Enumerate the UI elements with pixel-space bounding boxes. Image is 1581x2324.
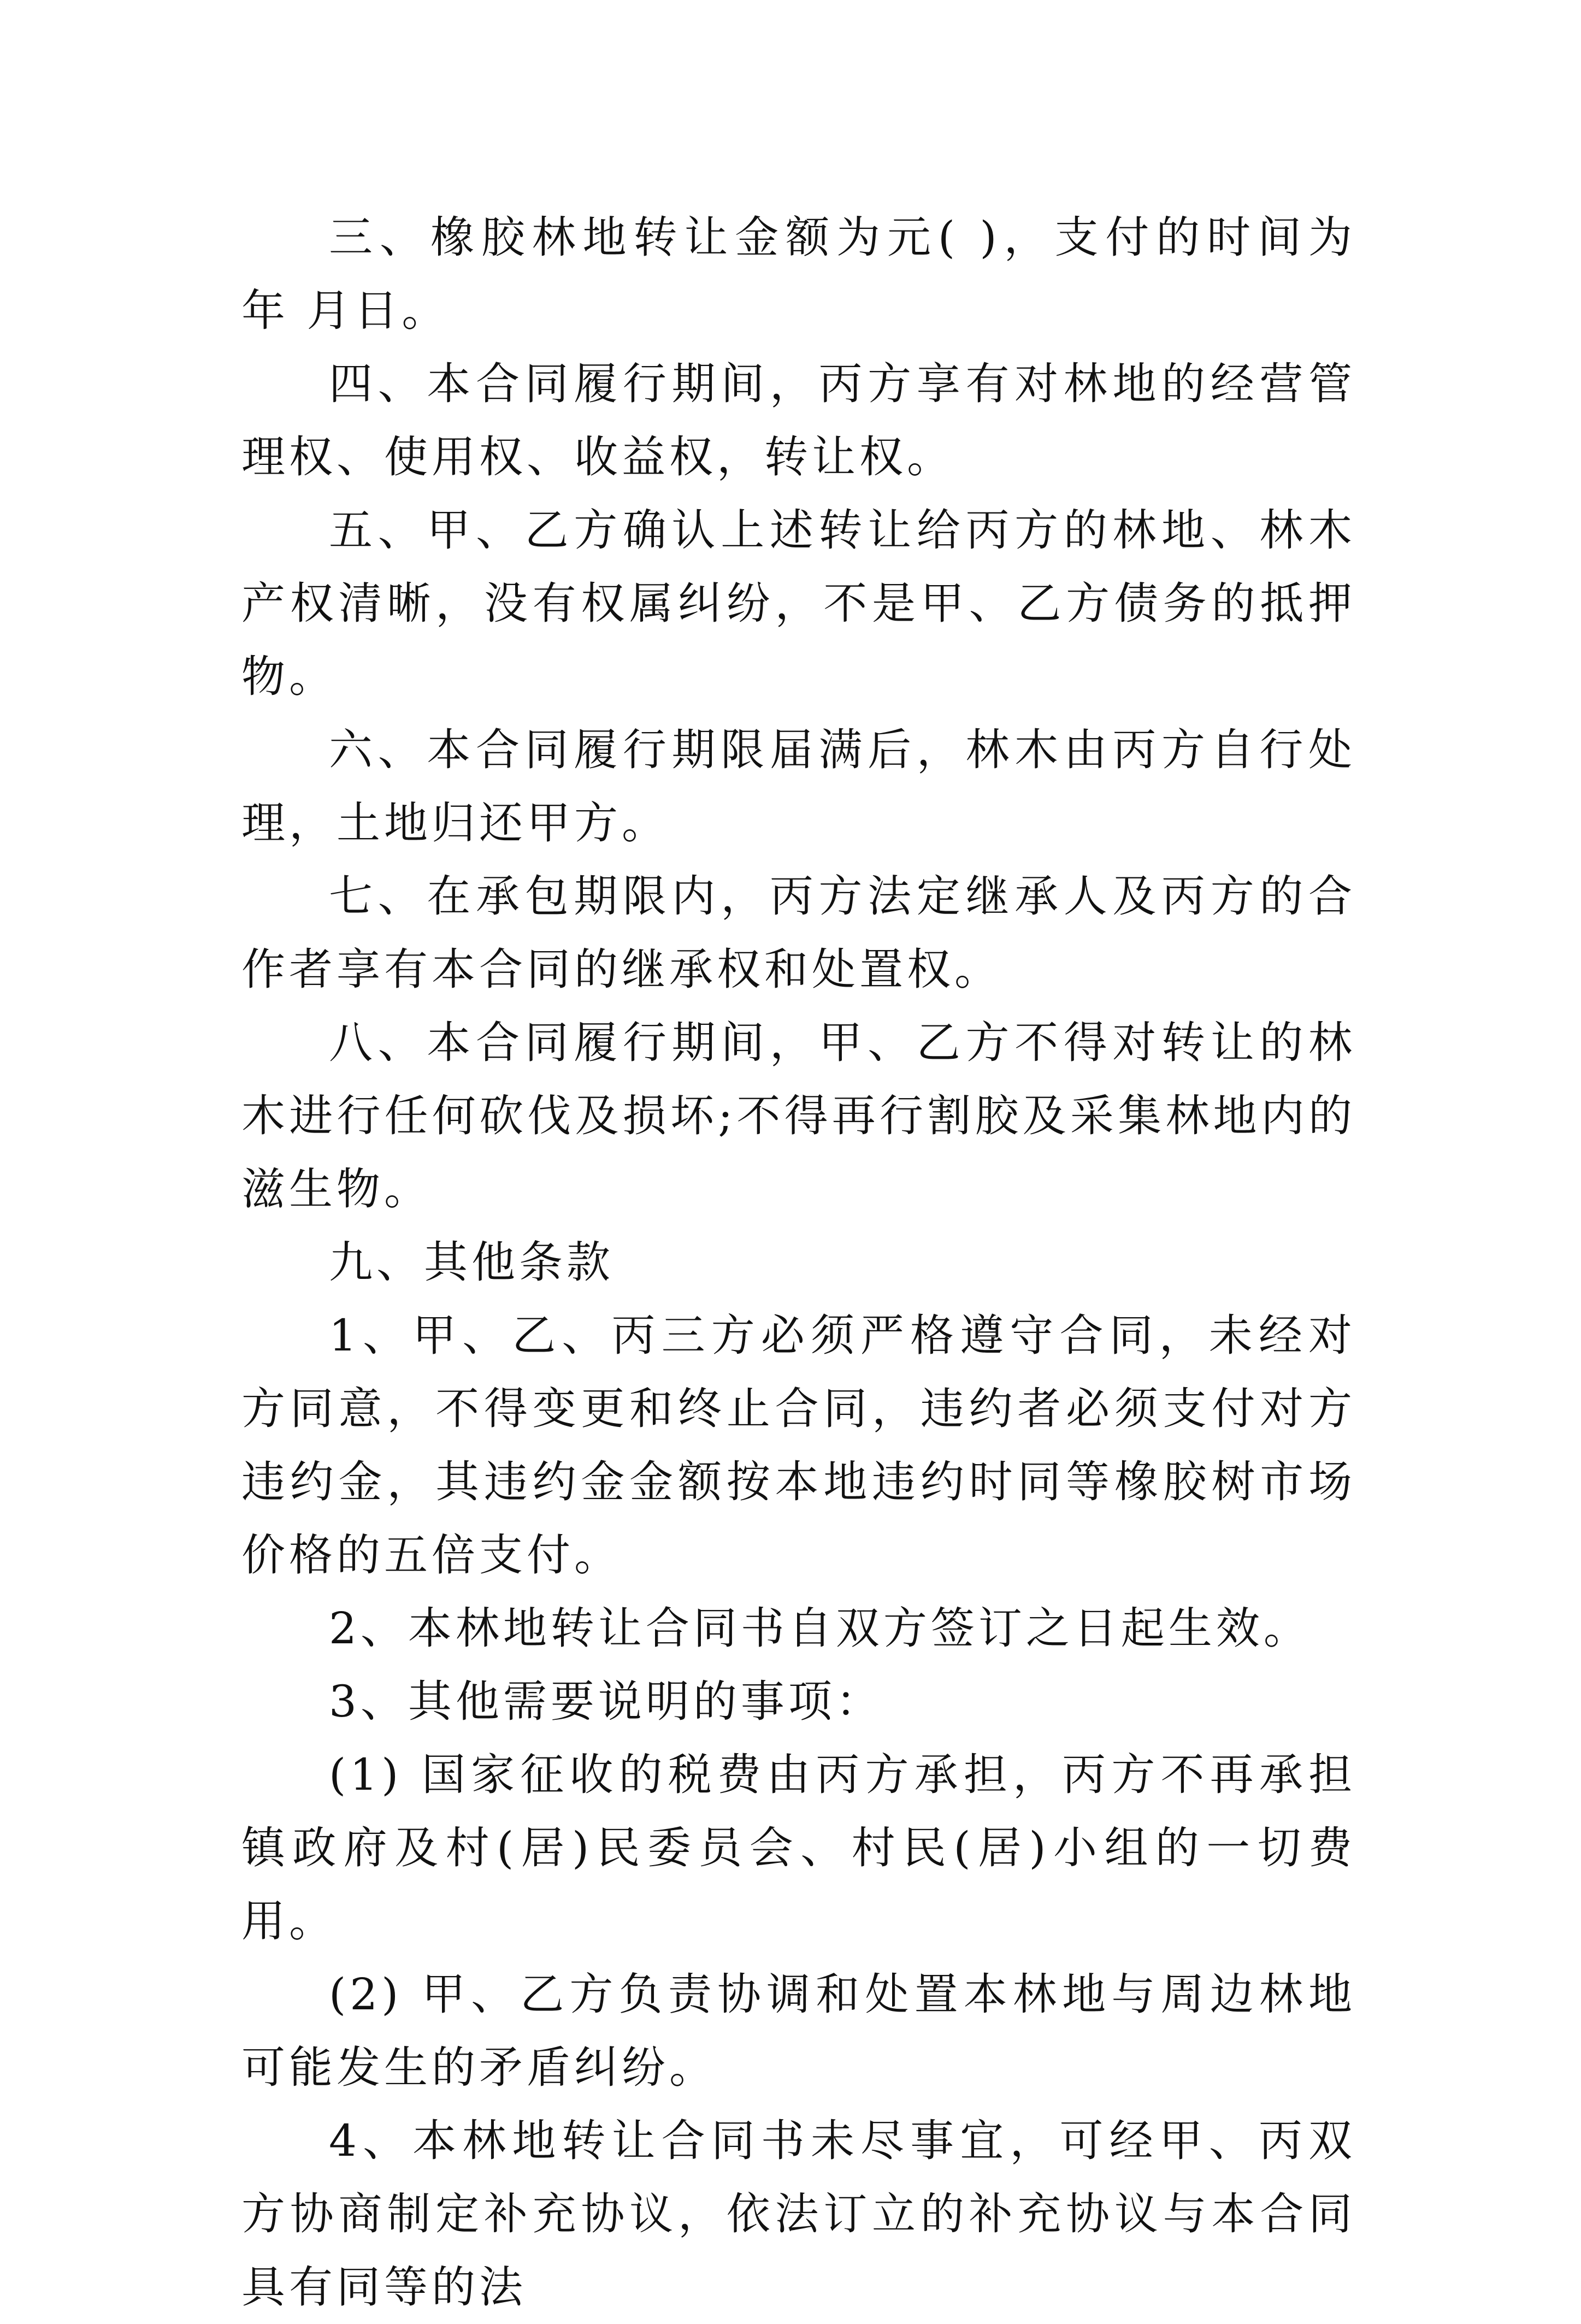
clause-7-paragraph: 七、在承包期限内，丙方法定继承人及丙方的合作者享有本合同的继承权和处置权。 — [241, 871, 1356, 995]
clause-9-item-2: 2、本林地转让合同书自双方签订之日起生效。 — [329, 1603, 1311, 1654]
clause-9-item-3: 3、其他需要说明的事项： — [329, 1676, 883, 1727]
clause-9-item-4: 4、本林地转让合同书未尽事宜，可经甲、丙双方协商制定补充协议，依法订立的补充协议与本合同具有同等的法 — [241, 2115, 1356, 2313]
clause-5-paragraph: 五、甲、乙方确认上述转让给丙方的林地、林木产权清晰，没有权属纠纷，不是甲、乙方债务的抵押物。 — [241, 505, 1356, 702]
clause-9-item-3-sub-1: (1) 国家征收的税费由丙方承担，丙方不再承担镇政府及村(居)民委员会、村民(居)小组的一切费用。 — [241, 1749, 1356, 1947]
clause-3-paragraph: 三、橡胶林地转让金额为元( )，支付的时间为 年 月日。 — [241, 212, 1356, 336]
clause-9-item-1: 1、甲、乙、丙三方必须严格遵守合同，未经对方同意，不得变更和终止合同，违约者必须支付对方违约金，其违约金金额按本地违约时同等橡胶树市场价格的五倍支付。 — [241, 1310, 1356, 1580]
clause-4-paragraph: 四、本合同履行期间，丙方享有对林地的经营管理权、使用权、收益权，转让权。 — [241, 358, 1356, 482]
clause-9-item-3-sub-2: (2) 甲、乙方负责协调和处置本林地与周边林地可能发生的矛盾纠纷。 — [241, 1969, 1356, 2093]
contract-body — [241, 201, 1356, 2324]
clause-6-paragraph: 六、本合同履行期限届满后，林木由丙方自行处理，土地归还甲方。 — [241, 724, 1356, 848]
clause-9-heading: 九、其他条款 — [329, 1237, 614, 1288]
clause-8-paragraph: 八、本合同履行期间，甲、乙方不得对转让的林木进行任何砍伐及损坏;不得再行割胶及采集林地内的滋生物。 — [241, 1017, 1356, 1214]
